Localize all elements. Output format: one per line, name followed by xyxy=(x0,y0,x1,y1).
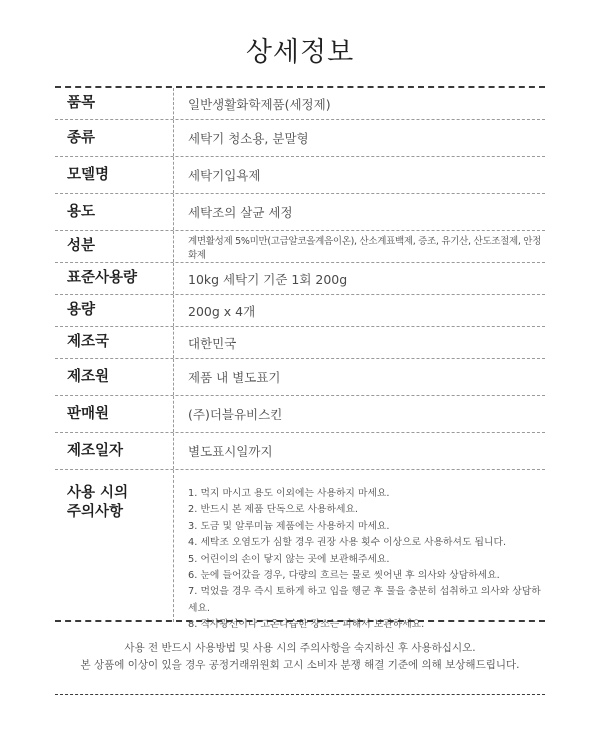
row-value: 세탁기 청소용, 분말형 xyxy=(188,131,309,146)
row-label: 판매원 xyxy=(67,405,110,422)
footer-notice xyxy=(0,640,600,674)
row-value: 세탁조의 살균 세정 xyxy=(188,205,293,220)
row-label: 제조국 xyxy=(67,334,110,350)
table-row xyxy=(55,120,545,157)
table-row xyxy=(55,157,545,194)
row-value: 별도표시일까지 xyxy=(188,444,273,459)
table-row xyxy=(55,359,545,396)
row-label: 제조일자 xyxy=(67,442,124,459)
table-row xyxy=(55,194,545,231)
table-row xyxy=(55,433,545,470)
row-label: 용량 xyxy=(67,302,96,318)
footer-dashed-rule xyxy=(55,694,545,695)
table-row xyxy=(55,88,545,120)
row-value: 10kg 세탁기 기준 1회 200g xyxy=(188,271,348,287)
row-label: 성분 xyxy=(67,238,96,254)
cautions-label-line: 사용 시의 xyxy=(67,485,129,501)
table-row xyxy=(55,396,545,433)
table-row xyxy=(55,263,545,295)
table-row xyxy=(55,295,545,327)
list-item: 8. 직사광선이나 고온다습한 장소는 피해서 보관하세요. xyxy=(188,619,425,631)
row-label: 용도 xyxy=(67,203,96,220)
list-item: 7. 먹었을 경우 즉시 토하게 하고 입을 헹군 후 물을 충분히 섭취하고 의사와 상담하세요. xyxy=(188,586,541,614)
row-value: (주)더블유비스킨 xyxy=(188,407,283,422)
cautions-row xyxy=(55,470,545,631)
row-label: 품목 xyxy=(67,95,96,111)
footer-line: 본 상품에 이상이 있을 경우 공정거래위원회 고시 소비자 분쟁 해결 기준에 의해 보상해드립니다. xyxy=(80,659,520,671)
row-label: 표준사용량 xyxy=(67,270,138,286)
row-value: 일반생활화학제품(세정제) xyxy=(188,96,331,112)
list-item: 4. 세탁조 오염도가 심할 경우 권장 사용 횟수 이상으로 사용하셔도 됩니다. xyxy=(188,537,507,549)
row-label: 제조원 xyxy=(67,368,110,385)
row-label: 모델명 xyxy=(67,166,110,183)
product-info-table xyxy=(55,88,545,631)
row-value: 계면활성제 5%미만(고급알코올계음이온), 산소계표백제, 증조, 유기산, 산도조절제, 안정화제 xyxy=(188,235,542,261)
cautions-list xyxy=(188,486,545,634)
bottom-dashed-rule xyxy=(55,620,545,622)
list-item: 2. 반드시 본 제품 단독으로 사용하세요. xyxy=(188,504,358,516)
row-value: 200g x 4개 xyxy=(188,303,256,319)
row-value: 대한민국 xyxy=(188,335,237,351)
cautions-label-line: 주의사항 xyxy=(67,504,124,520)
footer-line: 사용 전 반드시 사용방법 및 사용 시의 주의사항을 숙지하신 후 사용하십시오. xyxy=(124,642,476,654)
cautions-list-wrap xyxy=(174,470,545,634)
row-value: 세탁기입욕제 xyxy=(188,168,261,183)
page-title: 상세정보 xyxy=(245,37,355,68)
row-label: 종류 xyxy=(67,129,96,146)
list-item: 1. 먹지 마시고 용도 이외에는 사용하지 마세요. xyxy=(188,488,390,499)
table-row xyxy=(55,231,545,263)
cautions-label xyxy=(55,470,173,522)
table-row xyxy=(55,327,545,359)
row-value: 제품 내 별도표기 xyxy=(188,370,281,385)
list-item: 5. 어린이의 손이 닿지 않는 곳에 보관해주세요. xyxy=(188,553,390,565)
list-item: 6. 눈에 들어갔을 경우, 다량의 흐르는 물로 씻어낸 후 의사와 상담하세요. xyxy=(188,570,500,582)
list-item: 3. 도금 및 알루미늄 제품에는 사용하지 마세요. xyxy=(188,520,390,532)
